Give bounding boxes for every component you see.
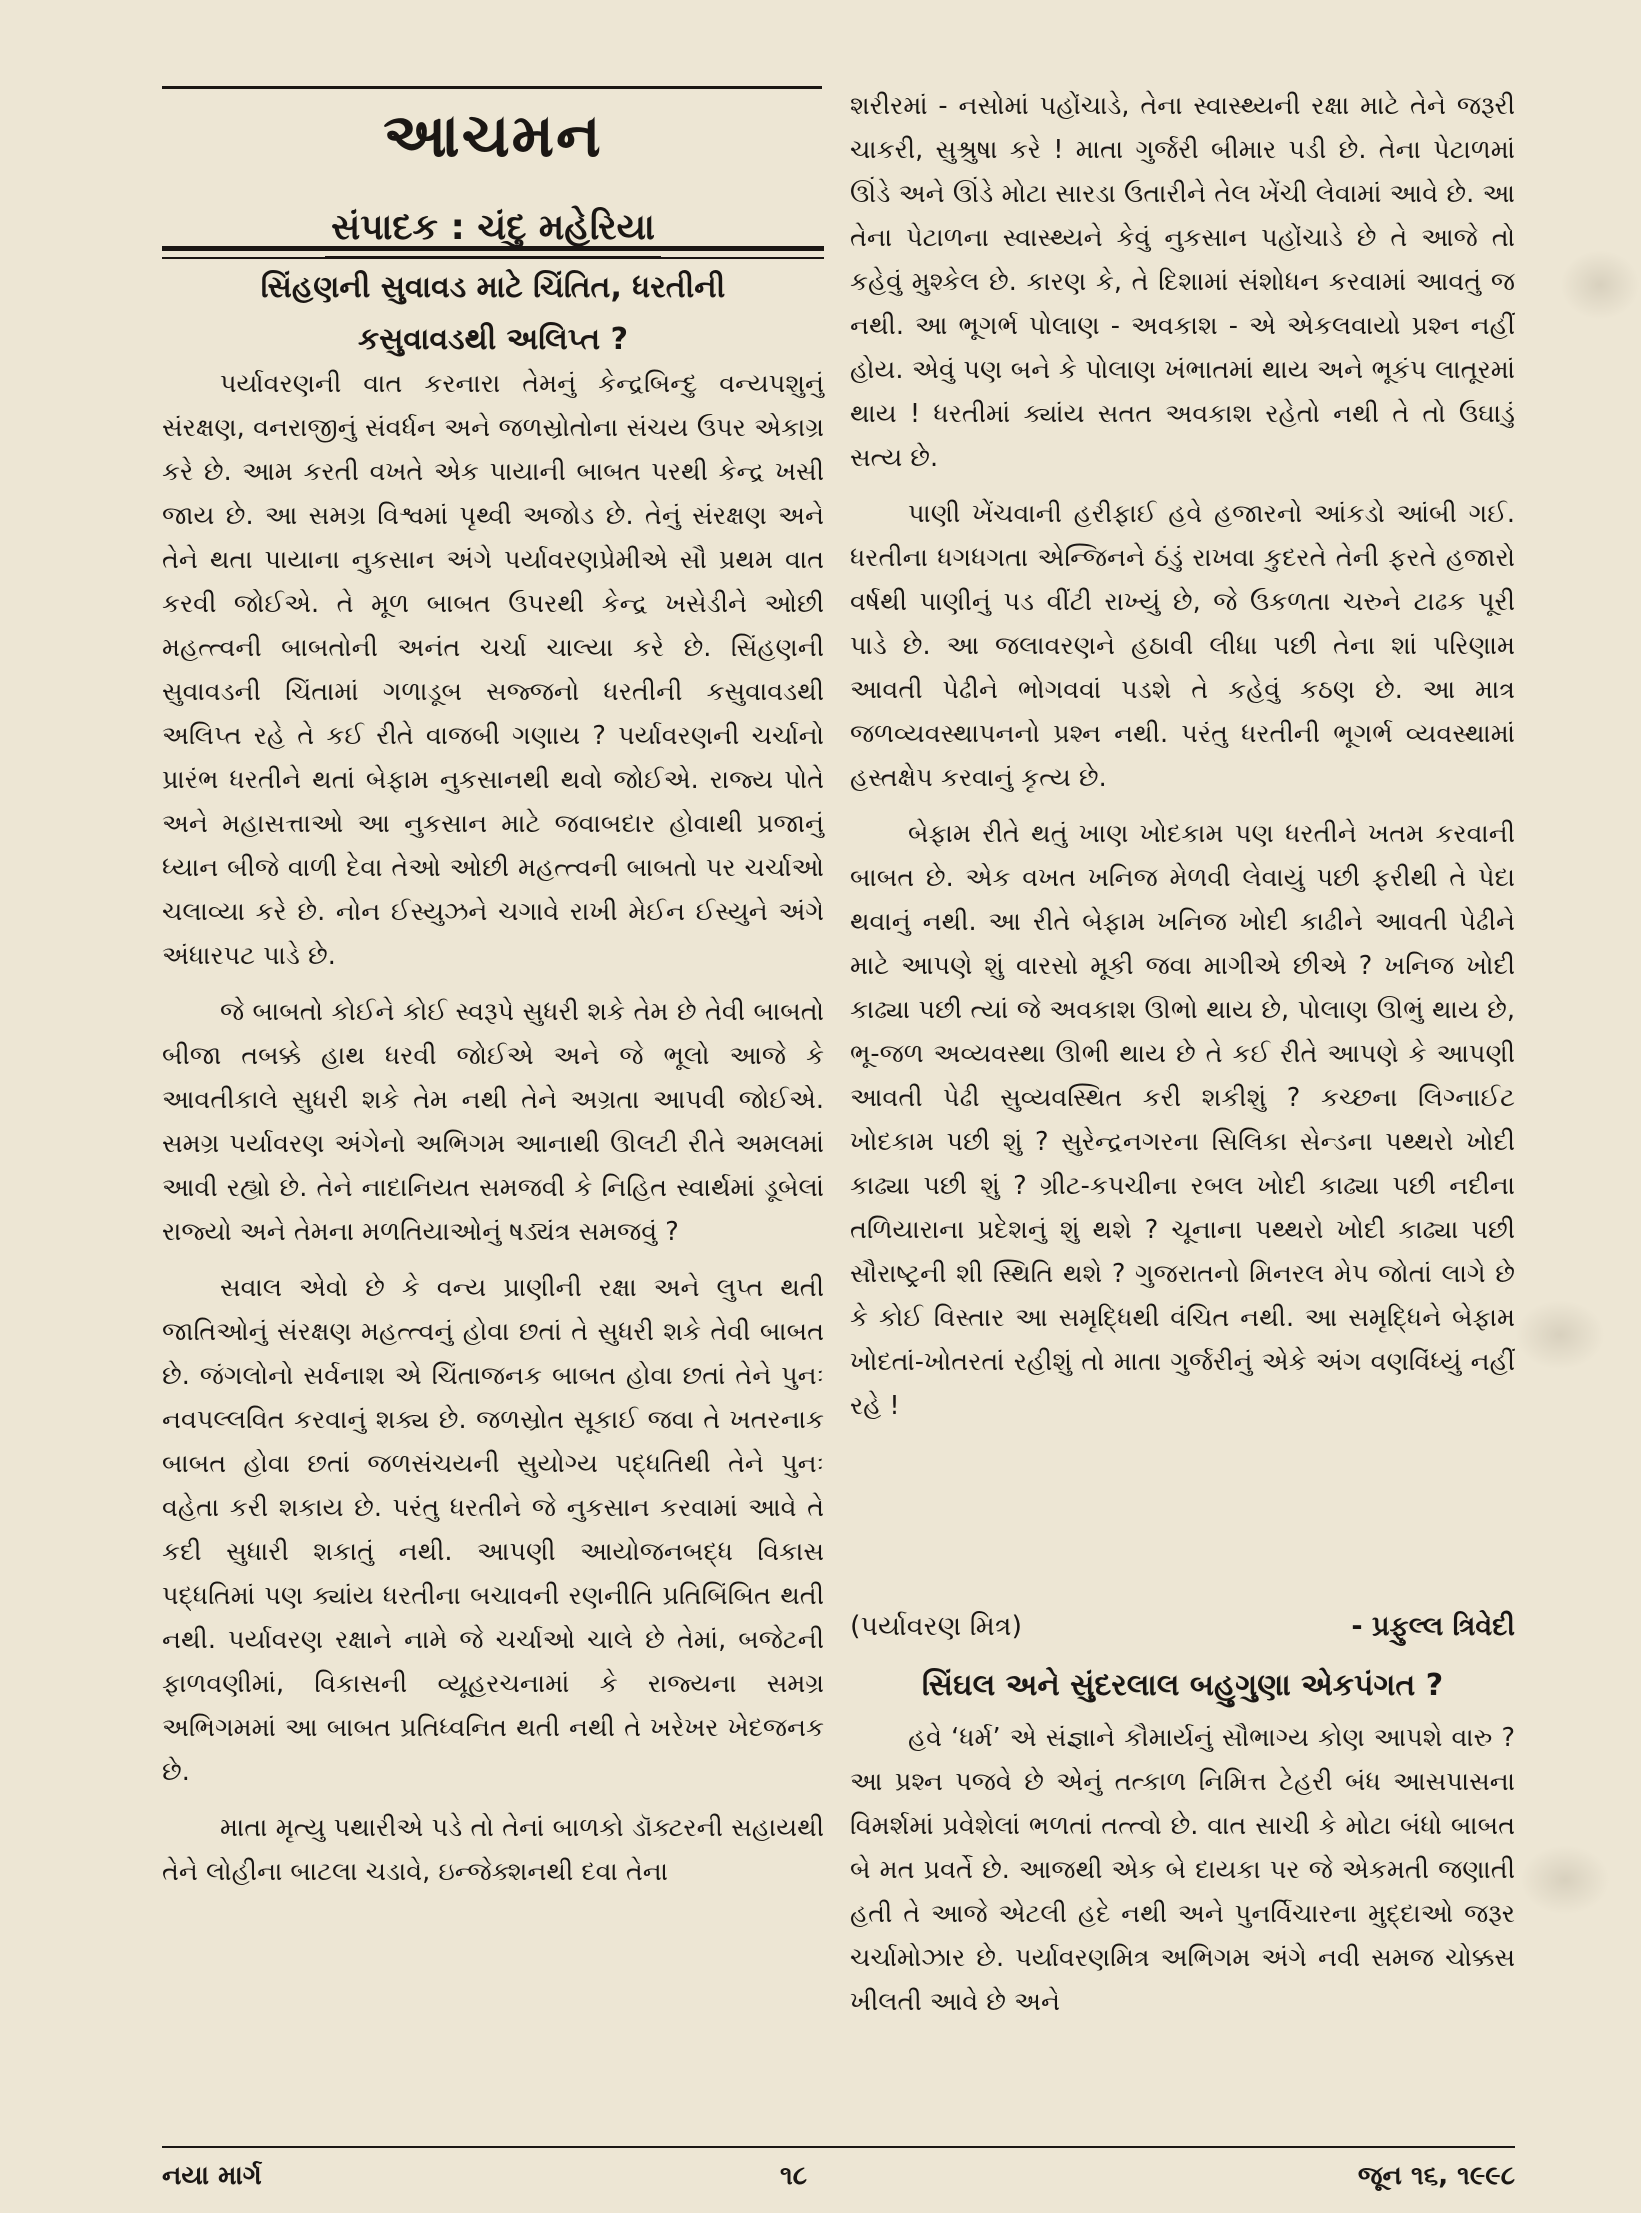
paper-stain bbox=[1515, 1300, 1605, 1370]
article1-heading-line1: સિંહણની સુવાવડ માટે ચિંતિત, ધરતીની bbox=[260, 270, 726, 305]
article1-paragraph: માતા મૃત્યુ પથારીએ પડે તો તેનાં બાળકો ડૉક્ટરની સહાયથી તેને લોહીના બાટલા ચડાવે, ઇન્જેક્શનથી દવા તેના bbox=[162, 1813, 824, 1887]
article1-paragraph: બેફામ રીતે થતું ખાણ ખોદકામ પણ ધરતીને ખતમ કરવાની બાબત છે. એક વખત ખનિજ મેળવી લેવાયું પછી ફરીથી તે પેદા થવાનું નથી. આ રીતે બેફામ ખનિજ ખોદી કાઢીને આવતી પેઢીને માટે આપણે શું વારસો મૂકી જવા માગીએ છીએ ? ખનિજ ખોદી કાઢ્યા પછી ત્યાં જે અવકાશ ઊભો થાય છે, પોલાણ ઊભું થાય છે, ભૂ-જળ અવ્યવસ્થા ઊભી થાય છે તે કઈ રીતે આપણે કે આપણી આવતી પેઢી સુવ્યવસ્થિત કરી શકીશું ? કચ્છના લિગ્નાઈટ ખોદકામ પછી શું ? સુરેન્દ્રનગરના સિલિકા સેન્ડના પથ્થરો ખોદી કાઢ્યા પછી શું ? ગ્રીટ-કપચીના રબલ ખોદી કાઢ્યા પછી નદીના તળિયારાના પ્રદેશનું શું થશે ? ચૂનાના પથ્થરો ખોદી કાઢ્યા પછી સૌરાષ્ટ્રની શી સ્થિતિ થશે ? ગુજરાતનો મિનરલ મેપ જોતાં લાગે છે કે કોઈ વિસ્તાર આ સમૃદ્ધિથી વંચિત નથી. આ સમૃદ્ધિને બેફામ ખોદતાં-ખોતરતાં રહીશું તો માતા ગુર્જરીનું એકે અંગ વણવિંધ્યું નહીં રહે ! bbox=[850, 819, 1515, 1421]
footer-page-number: ૧૮ bbox=[780, 2161, 808, 2191]
article1-paragraph: પર્યાવરણની વાત કરનારા તેમનું કેન્દ્રબિન્દુ વન્યપશુનું સંરક્ષણ, વનરાજીનું સંવર્ધન અને જળસ્રોતોના સંચય ઉપર એકાગ્ર કરે છે. આમ કરતી વખતે એક પાયાની બાબત પરથી કેન્દ્ર ખસી જાય છે. આ સમગ્ર વિશ્વમાં પૃથ્વી અજોડ છે. તેનું સંરક્ષણ અને તેને થતા પાયાના નુકસાન અંગે પર્યાવરણપ્રેમીએ સૌ પ્રથમ વાત કરવી જોઈએ. તે મૂળ બાબત ઉપરથી કેન્દ્ર ખસેડીને ઓછી મહત્ત્વની બાબતોની અનંત ચર્ચા ચાલ્યા કરે છે. સિંહણની સુવાવડની ચિંતામાં ગળાડૂબ સજ્જનો ધરતીની કસુવાવડથી અલિપ્ત રહે તે કઈ રીતે વાજબી ગણાય ? પર્યાવરણની ચર્ચાનો પ્રારંભ ધરતીને થતાં બેફામ નુકસાનથી થવો જોઈએ. રાજ્ય પોતે અને મહાસત્તાઓ આ નુકસાન માટે જવાબદાર હોવાથી પ્રજાનું ધ્યાન બીજે વાળી દેવા તેઓ ઓછી મહત્ત્વની બાબતો પર ચર્ચાઓ ચલાવ્યા કરે છે. નોન ઈસ્યુઝને ચગાવે રાખી મેઈન ઈસ્યુને અંગે અંધારપટ પાડે છે. bbox=[162, 369, 824, 971]
footer-rule bbox=[162, 2146, 1515, 2148]
footer-publication: નયા માર્ગ bbox=[162, 2161, 262, 2191]
masthead-rule bbox=[162, 246, 824, 259]
article2-paragraph: હવે ‘ધર્મ’ એ સંજ્ઞાને કૌમાર્યનું સૌભાગ્ય કોણ આપશે વારુ ? આ પ્રશ્ન પજવે છે એનું તત્કાળ નિમિત્ત ટેહરી બંધ આસપાસના વિમર્શમાં પ્રવેશેલાં ભળતાં તત્ત્વો છે. વાત સાચી કે મોટા બંધો બાબત બે મત પ્રવર્તે છે. આજથી એક બે દાયકા પર જે એકમતી જણાતી હતી તે આજે એટલી હદે નથી અને પુનર્વિચારના મુદ્દાઓ જરૂર ચર્ચામોઝાર છે. પર્યાવરણમિત્ર અભિગમ અંગે નવી સમજ ચોક્કસ ખીલતી આવે છે અને bbox=[850, 1723, 1515, 2017]
article1-credit bbox=[850, 1605, 1515, 1649]
article1-heading-line2: કસુવાવડથી અલિપ્ત ? bbox=[357, 322, 629, 357]
article1-paragraph: શરીરમાં - નસોમાં પહોંચાડે, તેના સ્વાસ્થ્યની રક્ષા માટે તેને જરૂરી ચાકરી, સુશ્રુષા કરે ! માતા ગુર્જરી બીમાર પડી છે. તેના પેટાળમાં ઊંડે અને ઊંડે મોટા સારડા ઉતારીને તેલ ખેંચી લેવામાં આવે છે. આ તેના પેટાળના સ્વાસ્થ્યને કેવું નુકસાન પહોંચાડે છે તે આજે તો કહેવું મુશ્કેલ છે. કારણ કે, તે દિશામાં સંશોધન કરવામાં આવતું જ નથી. આ ભૂગર્ભ પોલાણ - અવકાશ - એ એકલવાયો પ્રશ્ન નહીં હોય. એવું પણ બને કે પોલાણ ખંભાતમાં થાય અને ભૂકંપ લાતૂરમાં થાય ! ધરતીમાં ક્યાંય સતત અવકાશ રહેતો નથી તે તો ઉઘાડું સત્ય છે. bbox=[850, 91, 1515, 473]
article1-paragraph: પાણી ખેંચવાની હરીફાઈ હવે હજારનો આંકડો આંબી ગઈ. ધરતીના ધગધગતા એન્જિનને ઠંડું રાખવા કુદરતે તેની ફરતે હજારો વર્ષથી પાણીનું પડ વીંટી રાખ્યું છે, જે ઉકળતા ચરુને ટાઢક પૂરી પાડે છે. આ જલાવરણને હઠાવી લીધા પછી તેના શાં પરિણામ આવતી પેઢીને ભોગવવાં પડશે તે કહેવું કઠણ છે. આ માત્ર જળવ્યવસ્થાપનનો પ્રશ્ન નથી. પરંતુ ધરતીની ભૂગર્ભ વ્યવસ્થામાં હસ્તક્ષેપ કરવાનું કૃત્ય છે. bbox=[850, 499, 1515, 793]
article1-heading bbox=[162, 262, 824, 366]
paper-stain bbox=[1520, 1845, 1610, 1915]
right-column-body bbox=[850, 84, 1515, 1428]
article2-heading: સિંઘલ અને સુંદરલાલ બહુગુણા એકપંગત ? bbox=[921, 1668, 1444, 1703]
article1-author: - પ્રફુલ્લ ત્રિવેદી bbox=[1351, 1611, 1515, 1642]
article1-paragraph: સવાલ એવો છે કે વન્ય પ્રાણીની રક્ષા અને લુપ્ત થતી જાતિઓનું સંરક્ષણ મહત્ત્વનું હોવા છતાં તે સુધરી શકે તેવી બાબત છે. જંગલોનો સર્વનાશ એ ચિંતાજનક બાબત હોવા છતાં તેને પુનઃ નવપલ્લવિત કરવાનું શક્ય છે. જળસ્રોત સૂકાઈ જવા તે ખતરનાક બાબત હોવા છતાં જળસંચયની સુયોગ્ય પદ્ધતિથી તેને પુનઃ વહેતા કરી શકાય છે. પરંતુ ધરતીને જે નુકસાન કરવામાં આવે તે કદી સુધારી શકાતું નથી. આપણી આયોજનબદ્ધ વિકાસ પદ્ધતિમાં પણ ક્યાંય ધરતીના બચાવની રણનીતિ પ્રતિબિંબિત થતી નથી. પર્યાવરણ રક્ષાને નામે જે ચર્ચાઓ ચાલે છે તેમાં, બજેટની ફાળવણીમાં, વિકાસની વ્યૂહરચનામાં કે રાજ્યના સમગ્ર અભિગમમાં આ બાબત પ્રતિધ્વનિત થતી નથી તે ખરેખર ખેદજનક છે. bbox=[162, 1273, 824, 1787]
masthead bbox=[162, 96, 824, 258]
editor-credit: સંપાદક : ચંદુ મહેરિયા bbox=[325, 200, 661, 258]
article1-source: (પર્યાવરણ મિત્ર) bbox=[850, 1611, 1022, 1642]
top-rule bbox=[162, 86, 822, 89]
article2-body bbox=[850, 1716, 1515, 2024]
article1-paragraph: જે બાબતો કોઈને કોઈ સ્વરૂપે સુધરી શકે તેમ છે તેવી બાબતો બીજા તબક્કે હાથ ધરવી જોઈએ અને જે ભૂલો આજે કે આવતીકાલે સુધરી શકે તેમ નથી તેને અગ્રતા આપવી જોઈએ. સમગ્ર પર્યાવરણ અંગેનો અભિગમ આનાથી ઊલટી રીતે અમલમાં આવી રહ્યો છે. તેને નાદાનિયત સમજવી કે નિહિત સ્વાર્થમાં ડૂબેલાં રાજ્યો અને તેમના મળતિયાઓનું ષડ્યંત્ર સમજવું ? bbox=[162, 997, 824, 1247]
footer-date: જૂન ૧૬, ૧૯૯૮ bbox=[1357, 2161, 1515, 2191]
paper-stain bbox=[1560, 250, 1640, 320]
left-column-body bbox=[162, 362, 824, 1894]
column-title: આચમન bbox=[383, 101, 603, 171]
